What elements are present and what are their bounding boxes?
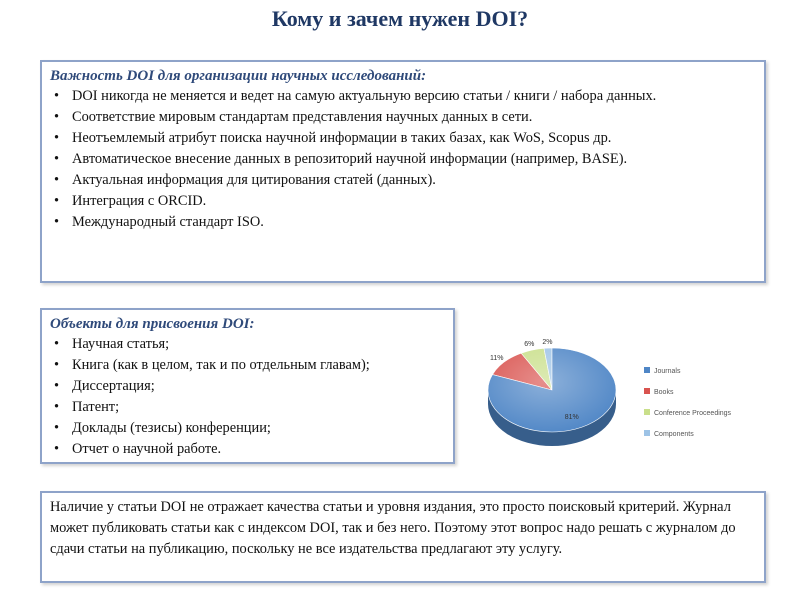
legend-label-journals: Journals xyxy=(654,368,681,375)
legend-label-books: Books xyxy=(654,389,674,396)
objects-item: • Диссертация; xyxy=(50,376,445,397)
pie-label-journals: 81% xyxy=(564,414,579,422)
importance-item: • Соответствие мировым стандартам представления научных данных в сети. xyxy=(50,107,756,128)
objects-item: • Отчет о научной работе. xyxy=(50,439,445,460)
pie-label-books: 11% xyxy=(490,355,504,363)
legend-swatch-journals xyxy=(644,367,650,373)
legend-swatch-conference-proceedings xyxy=(644,409,650,415)
objects-item: • Доклады (тезисы) конференции; xyxy=(50,418,445,439)
doi-pie-chart xyxy=(470,312,770,482)
importance-list xyxy=(50,86,756,233)
importance-item: • DOI никогда не меняется и ведет на самую актуальную версию статьи / книги / набора данных. xyxy=(50,86,756,107)
objects-list xyxy=(50,334,445,460)
objects-item: • Книга (как в целом, так и по отдельным главам); xyxy=(50,355,445,376)
pie-label-conference-proceedings: 6% xyxy=(524,341,535,349)
legend-label-components: Components xyxy=(654,431,694,438)
importance-item: • Актуальная информация для цитирования статей (данных). xyxy=(50,170,756,191)
legend-label-conference-proceedings: Conference Proceedings xyxy=(654,410,732,417)
pie-highlight xyxy=(488,348,616,432)
pie-slices xyxy=(488,348,616,432)
importance-box xyxy=(40,60,766,283)
objects-item: • Научная статья; xyxy=(50,334,445,355)
objects-box xyxy=(40,308,455,464)
importance-item: • Автоматическое внесение данных в репозиторий научной информации (например, BASE). xyxy=(50,149,756,170)
importance-heading: Важность DOI для организации научных исследований: xyxy=(50,68,427,84)
legend-swatch-books xyxy=(644,388,650,394)
objects-item: • Патент; xyxy=(50,397,445,418)
importance-item: • Неотъемлемый атрибут поиска научной информации в таких базах, как WoS, Scopus др. xyxy=(50,128,756,149)
slide-title: Кому и зачем нужен DOI? xyxy=(271,6,529,31)
importance-item: • Международный стандарт ISO. xyxy=(50,212,756,233)
note-box xyxy=(40,491,766,583)
note-text: Наличие у статьи DOI не отражает качества статьи и уровня издания, это просто поисковый критерий. Журнал может публиковать статьи как с индексом DOI, так и без него. Поэтому этот вопрос надо решать с журналом до сдачи статьи на публикацию, поскольку не все издательства предлагают эту услугу. xyxy=(50,499,736,557)
importance-item: • Интеграция с ORCID. xyxy=(50,191,756,212)
objects-heading: Объекты для присвоения DOI: xyxy=(50,316,255,332)
legend-swatch-components xyxy=(644,430,650,436)
pie-label-components: 2% xyxy=(542,338,553,346)
pie-legend xyxy=(644,367,732,438)
